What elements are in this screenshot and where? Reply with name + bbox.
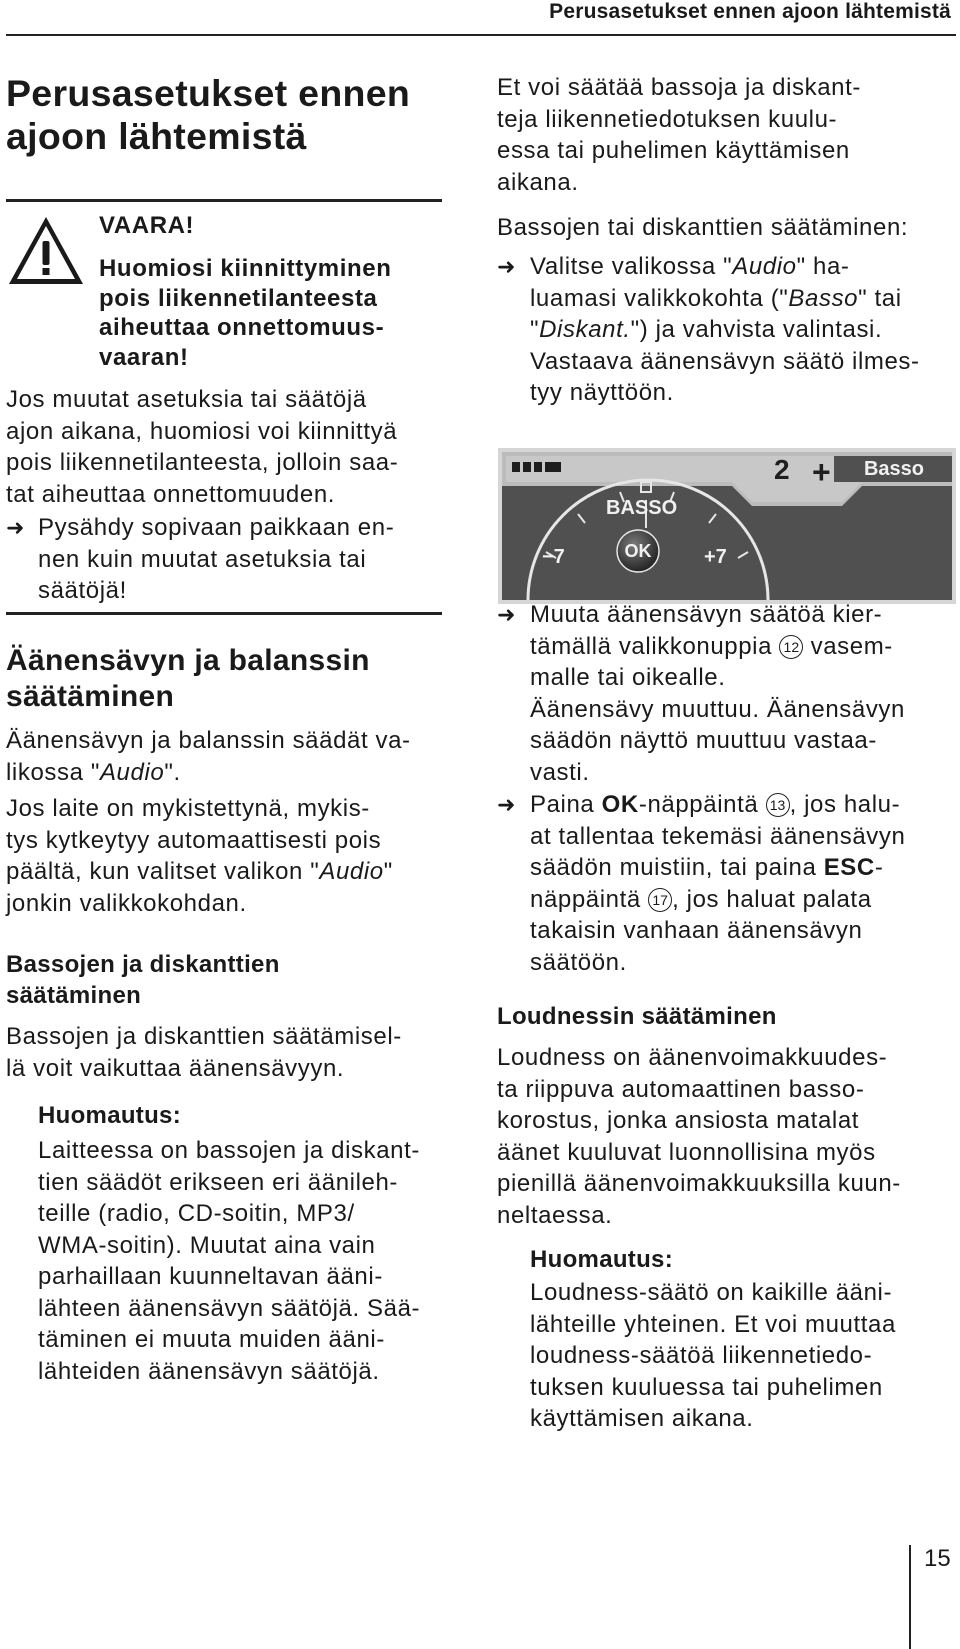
warning-text-line: ajon aikana, huomiosi voi kiinnittyä bbox=[6, 417, 398, 445]
page-number: 15 bbox=[924, 1545, 951, 1572]
dial-min: −7 bbox=[542, 546, 565, 568]
header-rule bbox=[6, 34, 956, 36]
step-part: ") ja vahvista valintasi. bbox=[630, 316, 883, 343]
loudness-paragraph bbox=[497, 1042, 952, 1231]
warning-text-line: pois liikennetilanteesta, jolloin saa- bbox=[6, 449, 399, 476]
arrow-icon: ➜ bbox=[6, 515, 25, 540]
note-line: tuksen kuuluessa tai puhelimen bbox=[530, 1373, 883, 1401]
page-title-line: ajoon lähtemistä bbox=[6, 115, 307, 157]
arrow-icon: ➜ bbox=[497, 254, 516, 279]
step-part: säädön muistiin, tai paina bbox=[530, 854, 824, 881]
loudness-line: pienillä äänenvoimakkuuksilla kuun- bbox=[497, 1170, 901, 1197]
step-part: Paina bbox=[530, 791, 602, 818]
step-part: , jos haluat palata bbox=[672, 885, 872, 913]
note-line: parhaillaan kuunneltavan ääni- bbox=[38, 1263, 383, 1290]
warning-label: VAARA! bbox=[99, 212, 195, 239]
para-line: essa tai puhelimen käyttämisen bbox=[497, 137, 850, 164]
warning-text bbox=[6, 384, 442, 510]
step-line: at tallentaa tekemäsi äänensävyn bbox=[530, 822, 906, 850]
step-line: Äänensävy muuttuu. Äänensävyn bbox=[530, 695, 905, 723]
menu-item-name: Diskant. bbox=[539, 316, 631, 343]
note-line: Laitteessa on bassojen ja diskant- bbox=[38, 1137, 420, 1164]
step-part: luamasi valikkokohta (" bbox=[530, 284, 789, 312]
subsection-title bbox=[6, 949, 446, 1011]
mute-paragraph bbox=[6, 793, 442, 919]
section-title-line: Äänensävyn ja balanssin bbox=[6, 644, 370, 677]
right-para-2: Bassojen tai diskanttien säätäminen: bbox=[497, 214, 909, 241]
dial-max: +7 bbox=[704, 546, 727, 568]
right-note-text bbox=[530, 1277, 952, 1435]
mute-line: päältä, kun valitset valikon " bbox=[6, 858, 320, 885]
warning-action-line: Pysähdy sopivaan paikkaan en- bbox=[38, 514, 395, 541]
step-part: Valitse valikossa " bbox=[530, 253, 733, 280]
warning-action-line: nen kuin muutat asetuksia tai bbox=[38, 545, 367, 573]
page-title bbox=[6, 72, 466, 158]
loudness-line: Loudness on äänenvoimakkuudes- bbox=[497, 1044, 888, 1071]
step-2 bbox=[530, 599, 952, 788]
menu-item-name: Basso bbox=[788, 284, 859, 312]
warning-action bbox=[38, 512, 442, 607]
loudness-line: korostus, jonka ansiosta matalat bbox=[497, 1107, 860, 1134]
warning-triangle-icon bbox=[5, 213, 87, 289]
note-line: täminen ei muuta muiden ääni- bbox=[38, 1326, 385, 1353]
dial-label: BASSO bbox=[606, 497, 678, 519]
step-line: Muuta äänensävyn säätöä kier- bbox=[530, 601, 883, 628]
note-line: lähteille yhteinen. Et voi muuttaa bbox=[530, 1310, 896, 1338]
step-part: näppäintä bbox=[530, 885, 649, 913]
note-text bbox=[38, 1135, 442, 1387]
bass-intro-line: lä voit vaikuttaa äänensävyyn. bbox=[6, 1054, 345, 1082]
intro-line-part: ". bbox=[164, 758, 181, 786]
bass-intro-line: Bassojen ja diskanttien säätämisel- bbox=[6, 1023, 402, 1050]
warning-text-line: tat aiheuttaa onnettomuuden. bbox=[6, 480, 336, 508]
callout-number: 12 bbox=[779, 635, 803, 659]
bass-display-illustration bbox=[498, 448, 956, 604]
esc-key-name: ESC bbox=[823, 854, 875, 881]
note-line: käyttämisen aikana. bbox=[530, 1405, 754, 1432]
warning-text-line: Jos muutat asetuksia tai säätöjä bbox=[6, 386, 367, 413]
page-number-rule bbox=[909, 1545, 911, 1649]
bass-intro bbox=[6, 1021, 442, 1084]
section-title-line: säätäminen bbox=[6, 680, 175, 713]
step-part: " bbox=[530, 316, 540, 343]
menu-name: Audio bbox=[99, 758, 165, 786]
loudness-line: ta riippuva automaattinen basso- bbox=[497, 1075, 865, 1103]
right-note-label: Huomautus: bbox=[530, 1246, 673, 1273]
menu-name: Audio bbox=[732, 253, 797, 280]
step-line: vasti. bbox=[530, 758, 590, 786]
right-para-1 bbox=[497, 72, 952, 198]
step-part: -näppäintä bbox=[638, 791, 766, 818]
intro-line: Äänensävyn ja balanssin säädät va- bbox=[6, 727, 411, 754]
step-line: Vastaava äänensävyn säätö ilmes- bbox=[530, 347, 920, 375]
loudness-line: äänet kuuluvat luonnollisina myös bbox=[497, 1138, 876, 1166]
step-part: vasem- bbox=[803, 632, 893, 660]
warning-headline-line: Huomiosi kiinnittyminen bbox=[99, 255, 392, 282]
warning-headline-line: pois liikennetilanteesta bbox=[99, 284, 378, 312]
para-line: teja liikennetiedotuksen kuulu- bbox=[497, 105, 838, 133]
section-title bbox=[6, 643, 446, 715]
loudness-line: neltaessa. bbox=[497, 1201, 613, 1229]
callout-number: 13 bbox=[766, 793, 790, 817]
note-line: tien säädöt erikseen eri äänileh- bbox=[38, 1168, 399, 1196]
ok-key-name: OK bbox=[601, 791, 639, 818]
intro-line-part: likossa " bbox=[6, 758, 100, 786]
step-line: takaisin vanhaan äänensävyn bbox=[530, 917, 863, 944]
note-line: WMA-soitin). Muutat aina vain bbox=[38, 1231, 376, 1259]
step-1 bbox=[530, 251, 952, 409]
warning-headline bbox=[99, 254, 439, 372]
step-part: - bbox=[874, 854, 884, 881]
warning-action-line: säätöjä! bbox=[38, 577, 127, 604]
plus-icon: + bbox=[812, 454, 831, 490]
warning-headline-line: vaaran! bbox=[99, 343, 189, 371]
step-part: , jos halu- bbox=[789, 791, 901, 818]
running-head: Perusasetukset ennen ajoon lähtemistä bbox=[549, 0, 951, 23]
warning-bottom-rule bbox=[6, 612, 442, 615]
para-line: Et voi säätää bassoja ja diskant- bbox=[497, 74, 861, 101]
step-part: " tai bbox=[858, 284, 902, 312]
step-line: säädön näyttö muuttuu vastaa- bbox=[530, 727, 877, 754]
display-corner-label: Basso bbox=[863, 458, 925, 480]
note-line: lähteiden äänensävyn säätöjä. bbox=[38, 1357, 380, 1385]
display-value: 2 bbox=[774, 454, 790, 485]
para-line: aikana. bbox=[497, 168, 579, 196]
arrow-icon: ➜ bbox=[497, 602, 516, 627]
step-line: säätöön. bbox=[530, 948, 627, 976]
mute-line: Jos laite on mykistettynä, mykis- bbox=[6, 795, 370, 822]
note-label: Huomautus: bbox=[38, 1102, 181, 1129]
mute-line: jonkin valikkokohdan. bbox=[6, 889, 247, 917]
step-3 bbox=[530, 789, 952, 978]
step-line: malle tai oikealle. bbox=[530, 664, 726, 691]
subsection-title-line: Bassojen ja diskanttien bbox=[6, 951, 280, 978]
note-line: lähteen äänensävyn säätöjä. Sää- bbox=[38, 1294, 421, 1322]
subsection-title-line: säätäminen bbox=[6, 982, 142, 1009]
mute-line: " bbox=[383, 858, 393, 885]
callout-number: 17 bbox=[648, 888, 672, 912]
page-title-line: Perusasetukset ennen bbox=[6, 72, 411, 114]
mute-line: tys kytkeytyy automaattisesti pois bbox=[6, 826, 382, 854]
arrow-icon: ➜ bbox=[497, 792, 516, 817]
note-line: teille (radio, CD-soitin, MP3/ bbox=[38, 1200, 355, 1227]
intro-paragraph bbox=[6, 725, 442, 788]
signal-bar-icon bbox=[512, 462, 520, 472]
note-line: loudness-säätöä liikennetiedo- bbox=[530, 1342, 873, 1369]
step-line: tyy näyttöön. bbox=[530, 379, 674, 406]
menu-name: Audio bbox=[319, 858, 384, 885]
step-part: tämällä valikkonuppia bbox=[530, 632, 780, 660]
loudness-title: Loudnessin säätäminen bbox=[497, 1003, 777, 1030]
warning-top-rule bbox=[6, 199, 442, 202]
knob-ok-label: OK bbox=[624, 541, 652, 561]
warning-headline-line: aiheuttaa onnettomuus- bbox=[99, 314, 385, 341]
step-part: " ha- bbox=[796, 253, 850, 280]
note-line: Loudness-säätö on kaikille ääni- bbox=[530, 1279, 893, 1306]
